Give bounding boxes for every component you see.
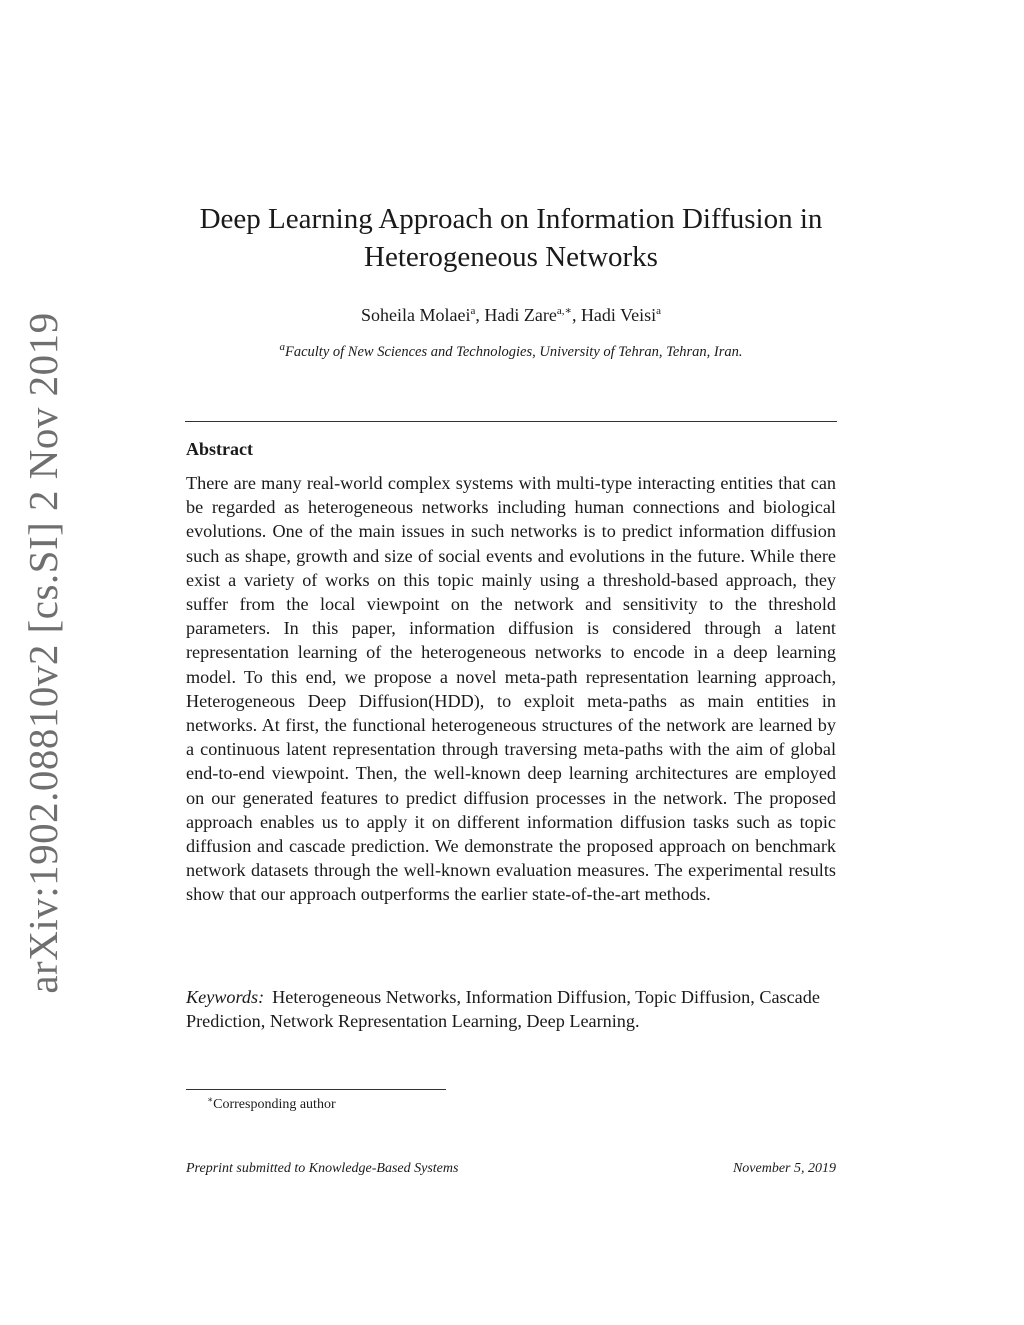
keywords-text: Heterogeneous Networks, Information Diffusion, Topic Diffusion, Cascade Prediction, Network Representation Learning, Deep Learning. [186,987,820,1032]
author-name: Hadi Zare [484,305,557,325]
author-name: Soheila Molaei [360,305,471,325]
footnote [207,1096,336,1114]
footer-date: November 5, 2019 [732,1161,836,1176]
author-name: Hadi Veisi [580,305,657,325]
header-divider [185,421,837,422]
title-line-2: Heterogeneous Networks [364,241,658,273]
keywords [186,985,836,1033]
abstract-text: There are many real-world complex systems with multi-type interacting entities that can be regarded as heterogeneous networks including human connections and biological evolutions. One of the main issues in such networks is to predict information diffusion such as shape, growth and size of social events and evolutions in the future. While there exist a variety of works on this topic mainly using a threshold-based approach, they suffer from the local viewpoint on the network and sensitivity to the threshold parameters. In this paper, information diffusion is considered through a latent representation learning of the heterogeneous networks to encode in a deep learning model. To this end, we propose a novel meta-path representation learning approach, Heterogeneous Deep Diffusion(HDD), to exploit meta-paths as main entities in networks. At first, the functional heterogeneous structures of the network are learned by a continuous latent representation through traversing meta-paths with the aim of global end-to-end viewpoint. Then, the well-known deep learning architectures are employed on our generated features to predict diffusion processes in the network. The proposed approach enables us to apply it on different information diffusion tasks such as topic diffusion and cascade prediction. We demonstrate the proposed approach on benchmark network datasets through the well-known evaluation measures. The experimental results show that our approach outperforms the earlier state-of-the-art methods. [186,473,836,905]
footnote-divider [186,1089,446,1090]
author-list [185,303,837,327]
abstract-heading: Abstract [186,439,253,459]
footnote-mark: ∗ [207,1094,214,1105]
footnote-text: Corresponding author [213,1097,336,1112]
keywords-label: Keywords: [186,987,265,1007]
footer-submission-note: Preprint submitted to Knowledge-Based Systems [186,1161,459,1176]
title-line-1: Deep Learning Approach on Information Diffusion in [199,203,823,235]
paper-title [185,200,837,276]
author-mark: a,∗ [556,305,572,317]
affiliation [185,342,837,362]
author-separator: , [571,305,581,325]
author-mark: a [656,305,661,317]
affiliation-mark: a [279,341,285,354]
affiliation-text: Faculty of New Sciences and Technologies, University of Tehran, Tehran, Iran. [284,344,743,360]
author-separator: , [475,305,485,325]
arxiv-side-stamp: arXiv:1902.08810v2 [cs.SI] 2 Nov 2019 [20,312,66,994]
author-mark: a [470,305,476,317]
